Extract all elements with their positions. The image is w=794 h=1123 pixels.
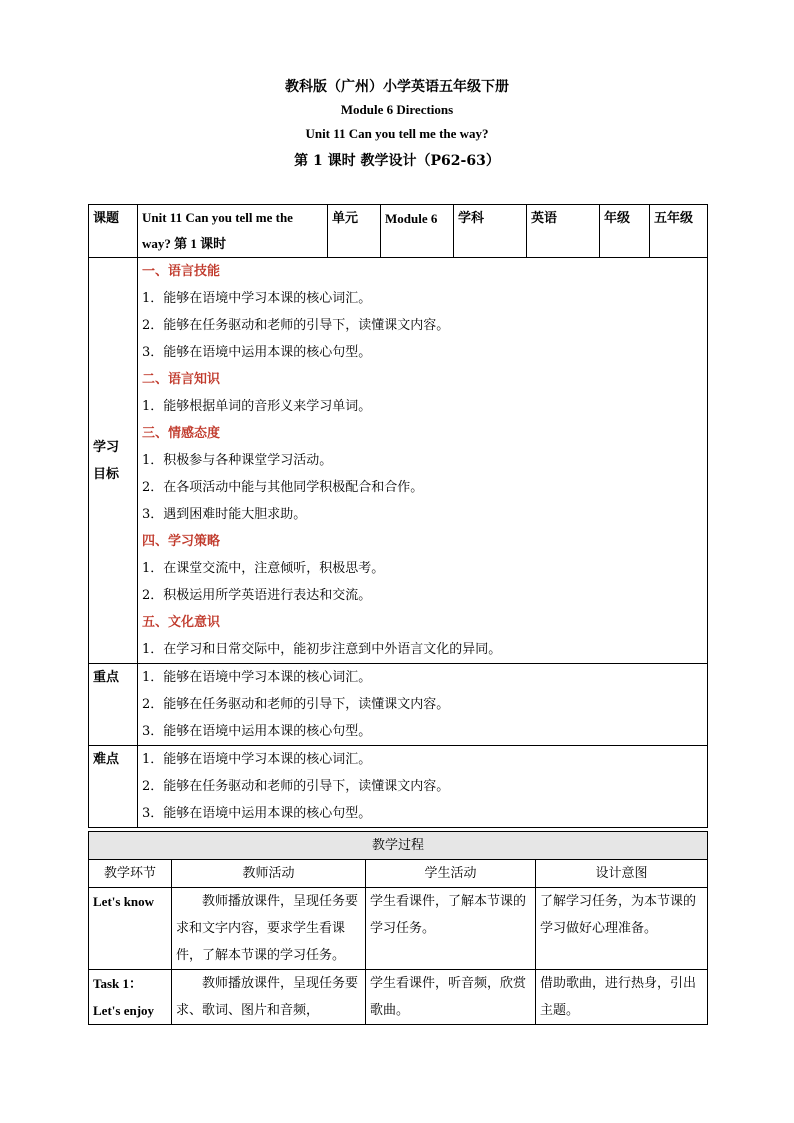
key-points-row: [89, 664, 708, 746]
difficult-point-item: 1．能够在语境中学习本课的核心词汇。: [142, 752, 372, 767]
unit-title: Unit 11 Can you tell me the way?: [305, 126, 489, 141]
discipline-label: 学科: [454, 205, 527, 258]
module-title: Module 6 Directions: [340, 102, 454, 117]
process-title-row: [89, 832, 708, 860]
doc-title: 教科版（广州）小学英语五年级下册: [285, 79, 509, 95]
stage-cell: Task 1：Let's enjoy: [89, 970, 172, 1025]
key-points-label: 重点: [89, 664, 138, 746]
goals-content: [138, 258, 708, 664]
difficult-points-row: [89, 746, 708, 828]
subject-value: Unit 11 Can you tell me the way? 第 1 课时: [138, 205, 328, 258]
teacher-cell: 教师播放课件，呈现任务要求和文字内容，要求学生看课件，了解本节课的学习任务。: [172, 888, 366, 970]
difficult-points-label: 难点: [89, 746, 138, 828]
process-title: 教学过程: [89, 832, 708, 860]
goals-row: [89, 258, 708, 664]
intent-cell: 了解学习任务，为本节课的学习做好心理准备。: [536, 888, 708, 970]
goals-section-title: 四、学习策略: [142, 534, 221, 549]
intent-cell: 借助歌曲，进行热身，引出主题。: [536, 970, 708, 1025]
key-point-item: 3．能够在语境中运用本课的核心句型。: [142, 724, 372, 739]
process-row: [89, 888, 708, 970]
stage-cell: Let's know: [89, 888, 172, 970]
goals-item: 1．能够在语境中学习本课的核心词汇。: [142, 291, 372, 306]
teacher-cell: 教师播放课件，呈现任务要求、歌词、图片和音频，: [172, 970, 366, 1025]
goals-item: 3．遇到困难时能大胆求助。: [142, 507, 307, 522]
key-point-item: 1．能够在语境中学习本课的核心词汇。: [142, 670, 372, 685]
column-header: 教学环节: [89, 860, 172, 888]
student-cell: 学生看课件，听音频，欣赏歌曲。: [366, 970, 536, 1025]
lesson-title: 第 1 课时 教学设计（P62-63）: [294, 153, 500, 169]
key-points-content: [138, 664, 708, 746]
student-cell: 学生看课件，了解本节课的学习任务。: [366, 888, 536, 970]
unit-value: Module 6: [381, 205, 454, 258]
info-row: [89, 205, 708, 258]
goals-section-title: 五、文化意识: [142, 615, 221, 630]
process-row: [89, 970, 708, 1025]
goals-item: 2．在各项活动中能与其他同学积极配合和合作。: [142, 480, 424, 495]
difficult-point-item: 3．能够在语境中运用本课的核心句型。: [142, 806, 372, 821]
key-point-item: 2．能够在任务驱动和老师的引导下，读懂课文内容。: [142, 697, 450, 712]
lesson-info-table: [88, 204, 708, 828]
subject-label: 课题: [89, 205, 138, 258]
column-header: 设计意图: [536, 860, 708, 888]
difficult-points-content: [138, 746, 708, 828]
goals-item: 2．能够在任务驱动和老师的引导下，读懂课文内容。: [142, 318, 450, 333]
goals-section-title: 一、语言技能: [142, 264, 221, 279]
goals-item: 1．能够根据单词的音形义来学习单词。: [142, 399, 372, 414]
teaching-process-table: [88, 831, 708, 1025]
goals-section-title: 三、情感态度: [142, 426, 221, 441]
goals-item: 1．在学习和日常交际中，能初步注意到中外语言文化的异同。: [142, 642, 502, 657]
goals-item: 1．在课堂交流中，注意倾听，积极思考。: [142, 561, 385, 576]
discipline-value: 英语: [527, 205, 600, 258]
difficult-point-item: 2．能够在任务驱动和老师的引导下，读懂课文内容。: [142, 779, 450, 794]
goals-section-title: 二、语言知识: [142, 372, 221, 387]
grade-label: 年级: [600, 205, 650, 258]
process-header-row: [89, 860, 708, 888]
column-header: 教师活动: [172, 860, 366, 888]
column-header: 学生活动: [366, 860, 536, 888]
grade-value: 五年级: [650, 205, 708, 258]
goals-item: 1．积极参与各种课堂学习活动。: [142, 453, 333, 468]
goals-item: 2．积极运用所学英语进行表达和交流。: [142, 588, 372, 603]
goals-label: 学习目标: [89, 258, 138, 664]
goals-item: 3．能够在语境中运用本课的核心句型。: [142, 345, 372, 360]
unit-label: 单元: [328, 205, 381, 258]
